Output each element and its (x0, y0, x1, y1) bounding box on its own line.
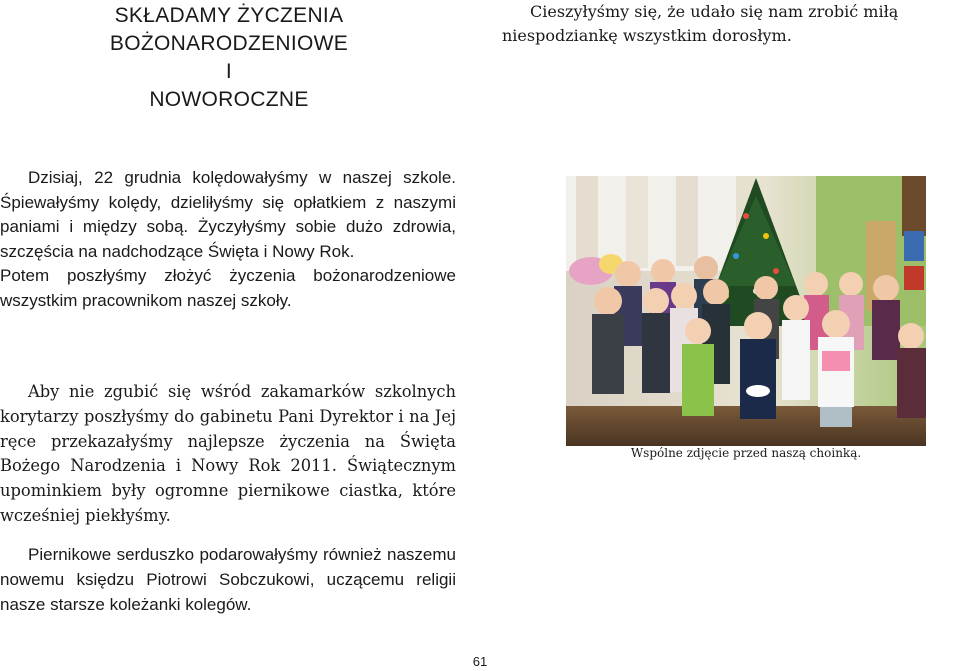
title-line-3: I (225, 60, 233, 83)
top-right-paragraph (502, 0, 960, 48)
paragraph-1-text-2: Potem poszłyśmy złożyć życzenia bożonarodzeniowe wszystkim pracownikom naszej szkoły. (0, 266, 456, 310)
top-right-line-2: niespodziankę wszystkim dorosłym. (502, 26, 792, 45)
top-right-line-1: Cieszyłyśmy się, że udało się nam zrobić miłą (530, 2, 899, 21)
photo-caption: Wspólne zdjęcie przed naszą choinką. (630, 446, 862, 460)
page-number: 61 (472, 654, 488, 669)
group-photo-christmas-tree (566, 176, 926, 446)
paragraph-kolędowanie (0, 166, 456, 313)
paragraph-dyrektor: Aby nie zgubić się wśród zakamarków szkolnych korytarzy poszłyśmy do gabinetu Pani Dyrektor i na Jej ręce przekazałyśmy najlepsze życzenia na Święta Bożego Narodzenia i Nowy Rok 2011. Świątecznym upominkiem były ogromne piernikowe ciastka, które wcześniej piekłyśmy. (0, 382, 456, 525)
title-line-4: NOWOROCZNE (149, 88, 309, 111)
paragraph-serduszko: Piernikowe serduszko podarowałyśmy również naszemu nowemu księdzu Piotrowi Sobczukowi, uczącemu religii nasze starsze koleżanki kolegów. (0, 545, 456, 614)
photo-illustration (566, 176, 926, 446)
paragraph-1-text: Dzisiaj, 22 grudnia kolędowałyśmy w naszej szkole. Śpiewałyśmy kolędy, dzieliłyśmy się opłatkiem z naszymi paniami i między sobą. Życzyłyśmy sobie dużo zdrowia, szczęścia na nadchodzące Święta i Nowy Rok. (0, 168, 456, 261)
title-line-2: BOŻONARODZENIOWE (109, 32, 349, 55)
article-title (70, 2, 388, 114)
title-line-1: SKŁADAMY ŻYCZENIA (114, 4, 344, 27)
